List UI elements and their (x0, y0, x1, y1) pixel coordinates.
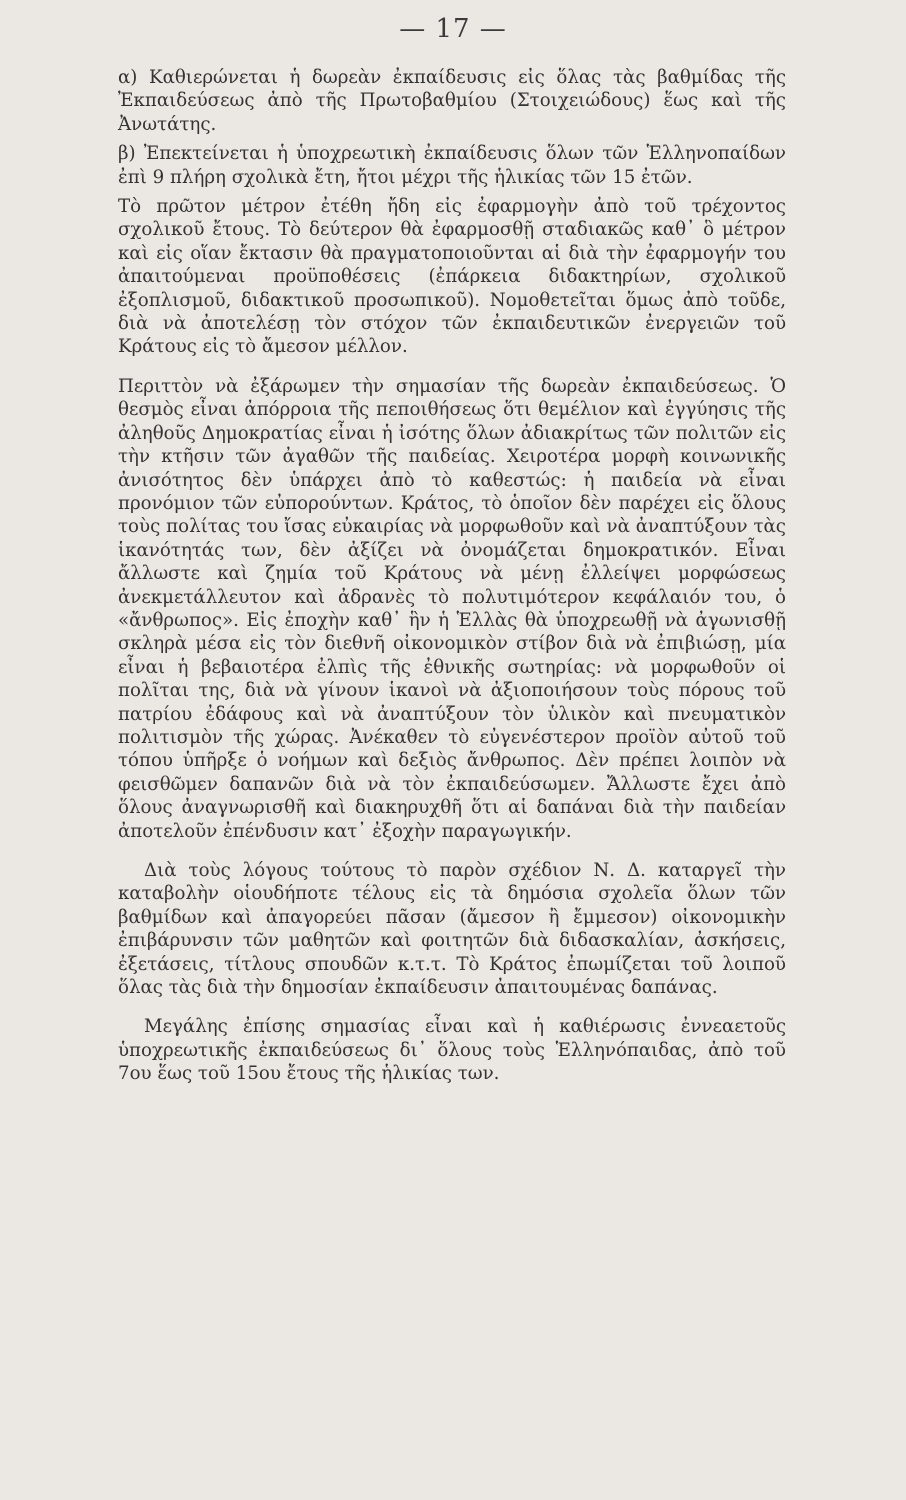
body-text (118, 66, 786, 1092)
paragraph-nine-year: Μεγάλης ἐπίσης σημασίας εἶναι καὶ ἡ καθιέρωσις ἐννεαετοῦς ὑποχρεωτικῆς ἐκπαιδεύσεως δι᾽ ὅλους τοὺς Ἑλληνόπαιδας, ἀπὸ τοῦ 7ου ἕως τοῦ 15ου ἔτους τῆς ἡλικίας των. (118, 1016, 786, 1085)
page-number: — 17 — (399, 14, 507, 44)
paragraph-importance: Περιττὸν νὰ ἐξάρωμεν τὴν σημασίαν τῆς δωρεὰν ἐκπαιδεύσεως. Ὁ θεσμὸς εἶναι ἀπόρροια τῆς πεποιθήσεως ὅτι θεμέλιον καὶ ἐγγύησις τῆς ἀληθοῦς Δημοκρατίας εἶναι ἡ ἰσότης ὅλων ἀδιακρίτως τῶν πολιτῶν εἰς τὴν κτῆσιν τῶν ἀγαθῶν τῆς παιδείας. Χειροτέρα μορφὴ κοινωνικῆς ἀνισότητος δὲν ὑπάρχει ἀπὸ τὸ καθεστώς: ἡ παιδεία νὰ εἶναι προνόμιον τῶν εὐπορούντων. Κράτος, τὸ ὁποῖον δὲν παρέχει εἰς ὅλους τοὺς πολίτας του ἴσας εὐκαιρίας νὰ μορφωθοῦν καὶ νὰ ἀναπτύξουν τὰς ἱκανότητάς των, δὲν ἀξίζει νὰ ὀνομάζεται δημοκρατικόν. Εἶναι ἄλλωστε καὶ ζημία τοῦ Κράτους νὰ μένῃ ἐλλείψει μορφώσεως ἀνεκμετάλλευτον καὶ ἀδρανὲς τὸ πολυτιμότερον κεφάλαιόν του, ὁ «ἄνθρωπος». Εἰς ἐποχὴν καθ᾽ ἣν ἡ Ἑλλὰς θὰ ὑποχρεωθῇ νὰ ἀγωνισθῇ σκληρὰ μέσα εἰς τὸν διεθνῆ οἰκονομικὸν στίβον διὰ νὰ ἐπιβιώσῃ, μία εἶναι ἡ βεβαιοτέρα ἐλπὶς τῆς ἐθνικῆς σωτηρίας: νὰ μορφωθοῦν οἱ πολῖται της, διὰ νὰ γίνουν ἱκανοὶ νὰ ἀξιοποιήσουν τοὺς πόρους τοῦ πατρίου ἐδάφους καὶ νὰ ἀναπτύξουν τὸν ὑλικὸν καὶ πνευματικὸν πολιτισμὸν τῆς χώρας. Ἀνέκαθεν τὸ εὐγενέστερον προϊὸν αὐτοῦ τοῦ τόπου ὑπῆρξε ὁ νοήμων καὶ δεξιὸς ἄνθρωπος. Δὲν πρέπει λοιπὸν νὰ φεισθῶμεν δαπανῶν διὰ νὰ τὸν ἐκπαιδεύσωμεν. Ἄλλωστε ἔχει ἀπὸ ὅλους ἀναγνωρισθῆ καὶ διακηρυχθῆ ὅτι αἱ δαπάναι διὰ τὴν παιδείαν ἀποτελοῦν ἐπένδυσιν κατ᾽ ἐξοχὴν παραγωγικήν. (118, 375, 786, 842)
paragraph-beta: β) Ἐπεκτείνεται ἡ ὑποχρεωτικὴ ἐκπαίδευσις ὅλων τῶν Ἑλληνοπαίδων ἐπὶ 9 πλήρη σχολικὰ ἔτη, ἤτοι μέχρι τῆς ἡλικίας τῶν 15 ἐτῶν. (118, 143, 786, 188)
paragraph-alpha: α) Καθιερώνεται ἡ δωρεὰν ἐκπαίδευσις εἰς ὅλας τὰς βαθμίδας τῆς Ἐκπαιδεύσεως ἀπὸ τῆς Πρωτοβαθμίου (Στοιχειώδους) ἕως καὶ τῆς Ἀνωτάτης. (118, 67, 786, 135)
paragraph-reasons: Διὰ τοὺς λόγους τούτους τὸ παρὸν σχέδιον Ν. Δ. καταργεῖ τὴν καταβολὴν οἱουδήποτε τέλους εἰς τὰ δημόσια σχολεῖα ὅλων τῶν βαθμίδων καὶ ἀπαγορεύει πᾶσαν (ἄμεσον ἢ ἔμμεσον) οἰκονομικὴν ἐπιβάρυνσιν τῶν μαθητῶν καὶ φοιτητῶν διὰ διδασκαλίαν, ἀσκήσεις, ἐξετάσεις, τίτλους σπουδῶν κ.τ.τ. Τὸ Κράτος ἐπωμίζεται τοῦ λοιποῦ ὅλας τὰς διὰ τὴν δημοσίαν ἐκπαίδευσιν ἀπαιτουμένας δαπάνας. (118, 860, 786, 999)
paragraph-first-measure: Τὸ πρῶτον μέτρον ἐτέθη ἤδη εἰς ἐφαρμογὴν ἀπὸ τοῦ τρέχοντος σχολικοῦ ἔτους. Τὸ δεύτερον θὰ ἐφαρμοσθῇ σταδιακῶς καθ᾽ ὃ μέτρον καὶ εἰς οἵαν ἔκτασιν θὰ πραγματοποιοῦνται αἱ διὰ τὴν ἐφαρμογήν του ἀπαιτούμεναι προϋποθέσεις (ἐπάρκεια διδακτηρίων, σχολικοῦ ἐξοπλισμοῦ, διδακτικοῦ προσωπικοῦ). Νομοθετεῖται ὅμως ἀπὸ τοῦδε, διὰ νὰ ἀποτελέσῃ τὸν στόχον τῶν ἐκπαιδευτικῶν ἐνεργειῶν τοῦ Κράτους εἰς τὸ ἄμεσον μέλλον. (118, 196, 786, 358)
